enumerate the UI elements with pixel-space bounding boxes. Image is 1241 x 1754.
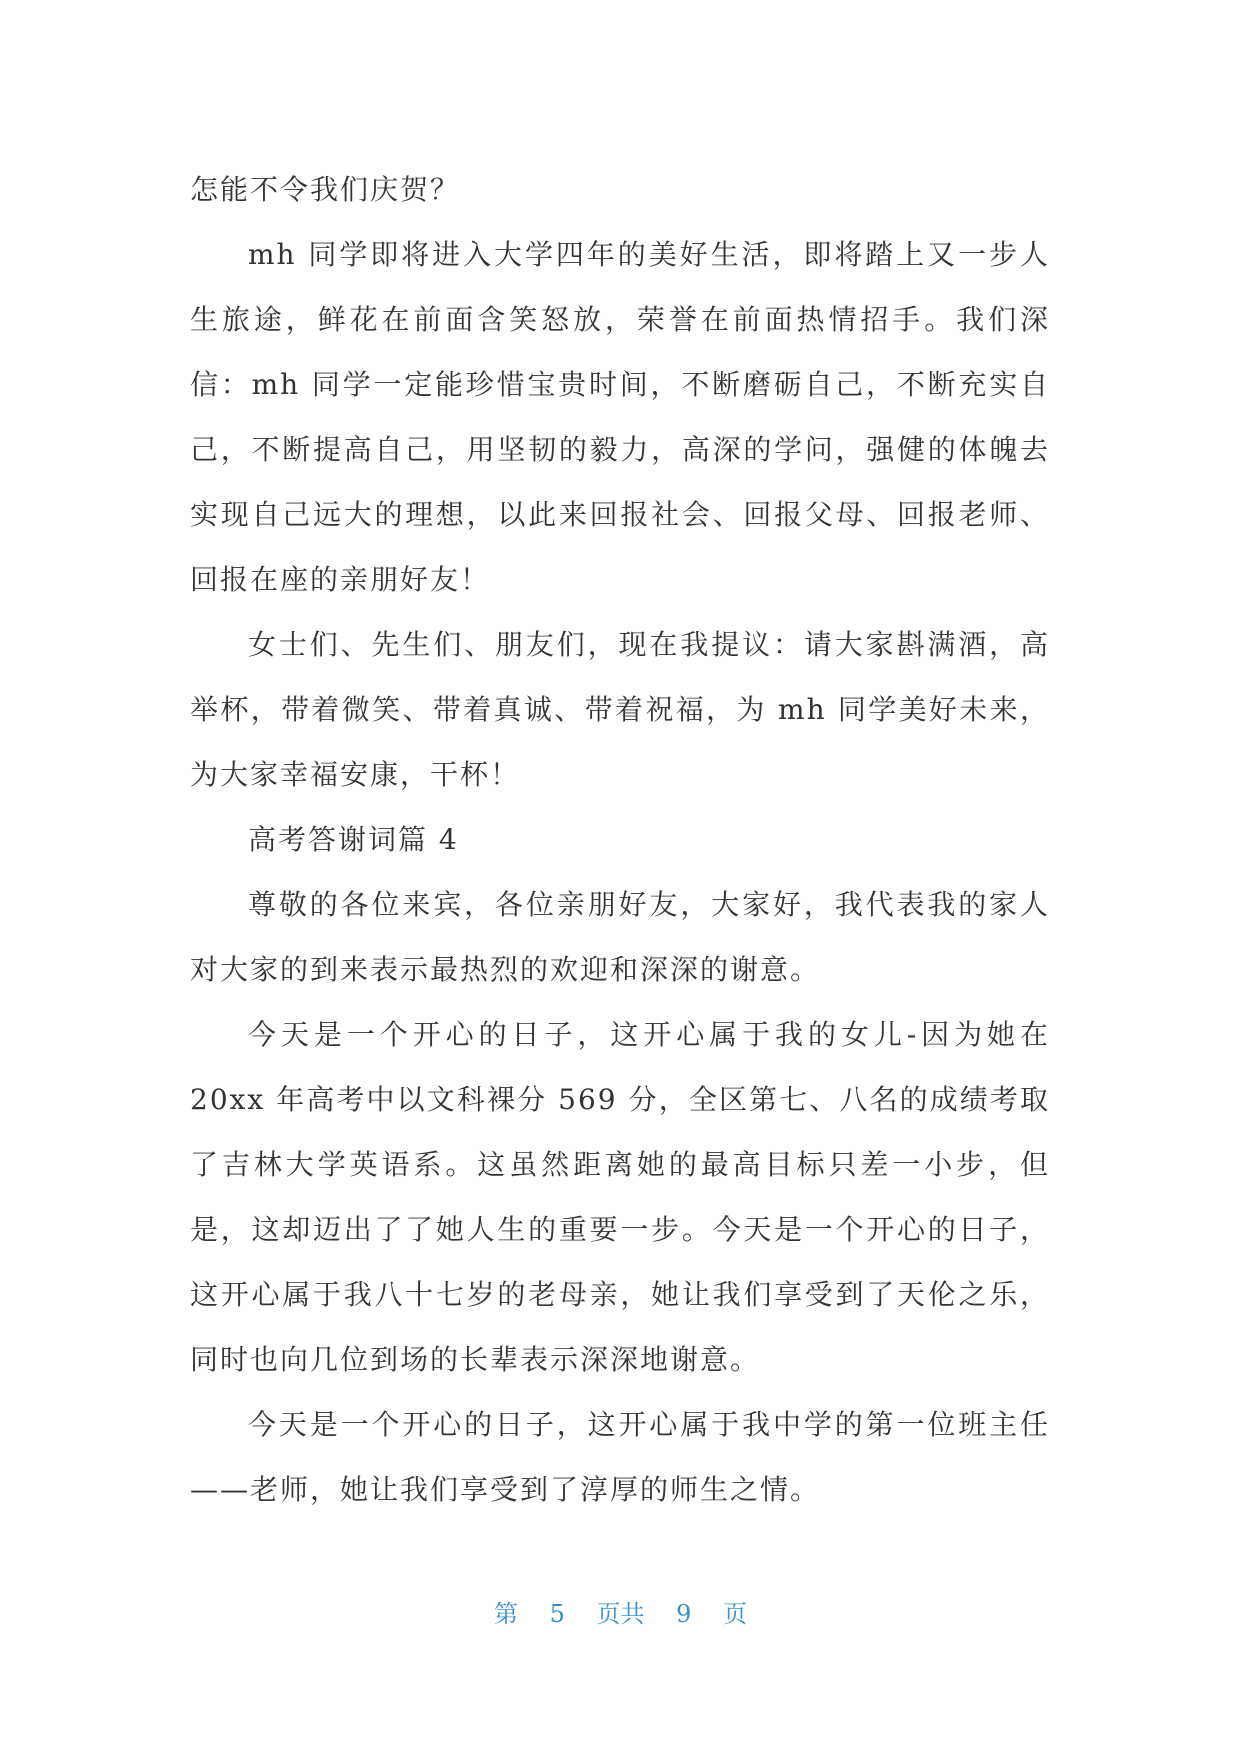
paragraph: 今天是一个开心的日子，这开心属于我的女儿-因为她在 20xx 年高考中以文科裸分 569 分，全区第七、八名的成绩考取了吉林大学英语系。这虽然距离她的最高目标只差一小步，但是，这却迈出了了她人生的重要一步。今天是一个开心的日子，这开心属于我八十七岁的老母亲，她让我们享受到了天伦之乐，同时也向几位到场的长辈表示深深地谢意。	[190, 1018, 1050, 1376]
paragraph: 怎能不令我们庆贺？	[190, 173, 461, 206]
current-page-number: 5	[549, 1600, 565, 1628]
paragraph: 女士们、先生们、朋友们，现在我提议：请大家斟满酒，高举杯，带着微笑、带着真诚、带着祝福，为 mh 同学美好未来，为大家幸福安康，干杯！	[190, 628, 1050, 791]
paragraph: 今天是一个开心的日子，这开心属于我中学的第一位班主任——老师，她让我们享受到了淳厚的师生之情。	[190, 1408, 1050, 1506]
total-page-count: 9	[676, 1600, 692, 1628]
page-label-middle: 页共	[596, 1600, 645, 1628]
page-label-prefix: 第	[493, 1600, 518, 1628]
page-label-suffix: 页	[723, 1600, 748, 1628]
page-footer	[0, 1594, 1241, 1629]
document-body	[190, 157, 1050, 1522]
paragraph: mh 同学即将进入大学四年的美好生活，即将踏上又一步人生旅途，鲜花在前面含笑怒放，荣誉在前面热情招手。我们深信：mh 同学一定能珍惜宝贵时间，不断磨砺自己，不断充实自己，不断提高自己，用坚韧的毅力，高深的学问，强健的体魄去实现自己远大的理想，以此来回报社会、回报父母、回报老师、回报在座的亲朋好友！	[190, 238, 1050, 596]
section-heading: 高考答谢词篇 4	[248, 823, 459, 856]
paragraph: 尊敬的各位来宾，各位亲朋好友，大家好，我代表我的家人对大家的到来表示最热烈的欢迎和深深的谢意。	[190, 888, 1050, 986]
